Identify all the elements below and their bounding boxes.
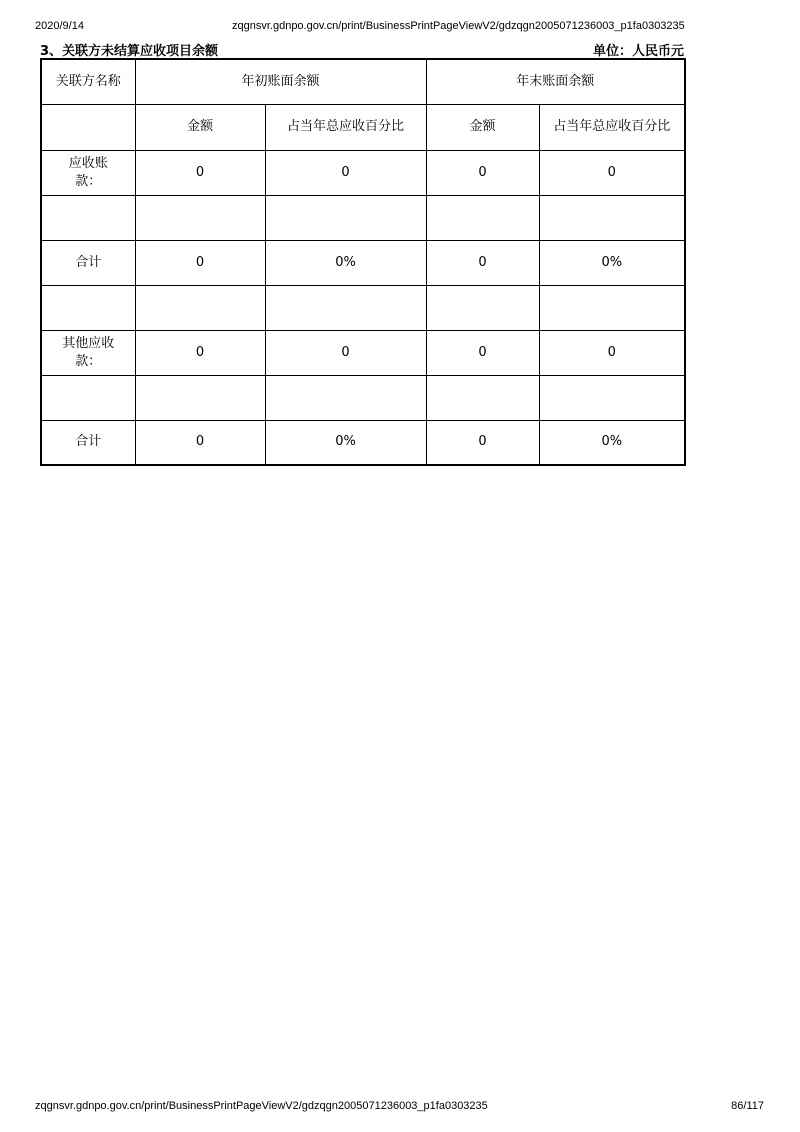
header-url: zqgnsvr.gdnpo.gov.cn/print/BusinessPrintPageViewV2/gdzqgn2005071236003_p1fa0303235: [232, 20, 685, 32]
header-begin-percent: 占当年总应收百分比: [265, 104, 426, 150]
end-percent-cell: [539, 285, 685, 330]
begin-percent-cell: 0%: [265, 240, 426, 285]
table-row: [41, 150, 685, 195]
begin-percent-cell: [265, 195, 426, 240]
header-row-2: [41, 104, 685, 150]
party-name-cell: 应收账款：: [41, 150, 135, 195]
end-percent-cell: [539, 195, 685, 240]
party-name-cell: [41, 195, 135, 240]
begin-percent-cell: 0%: [265, 420, 426, 465]
table-row: [41, 240, 685, 285]
end-percent-cell: 0: [539, 330, 685, 375]
begin-amount-cell: 0: [135, 150, 265, 195]
header-date: 2020/9/14: [35, 20, 84, 32]
header-party-name: 关联方名称: [41, 59, 135, 104]
header-end-amount: 金额: [426, 104, 539, 150]
party-name-cell: [41, 285, 135, 330]
end-amount-cell: [426, 195, 539, 240]
end-percent-cell: 0%: [539, 420, 685, 465]
table-row: [41, 195, 685, 240]
end-amount-cell: 0: [426, 150, 539, 195]
footer-url: zqgnsvr.gdnpo.gov.cn/print/BusinessPrintPageViewV2/gdzqgn2005071236003_p1fa0303235: [35, 1100, 488, 1112]
begin-amount-cell: [135, 285, 265, 330]
end-percent-cell: 0%: [539, 240, 685, 285]
end-amount-cell: 0: [426, 240, 539, 285]
begin-percent-cell: [265, 285, 426, 330]
table-row: [41, 375, 685, 420]
begin-amount-cell: [135, 195, 265, 240]
begin-percent-cell: 0: [265, 330, 426, 375]
header-row-1: [41, 59, 685, 104]
end-amount-cell: 0: [426, 420, 539, 465]
party-name-cell: 合计: [41, 420, 135, 465]
begin-amount-cell: [135, 375, 265, 420]
begin-percent-cell: 0: [265, 150, 426, 195]
section-title: 3、关联方未结算应收项目余额: [40, 44, 219, 59]
table-row: [41, 285, 685, 330]
header-begin-amount: 金额: [135, 104, 265, 150]
party-name-cell: 合计: [41, 240, 135, 285]
end-amount-cell: 0: [426, 330, 539, 375]
table-row: [41, 330, 685, 375]
end-percent-cell: [539, 375, 685, 420]
footer-page-number: 86/117: [731, 1100, 764, 1112]
header-ending-balance: 年末账面余额: [426, 59, 685, 104]
party-name-cell: [41, 375, 135, 420]
table-row: [41, 420, 685, 465]
begin-amount-cell: 0: [135, 420, 265, 465]
related-party-receivables-table: [40, 58, 686, 466]
end-amount-cell: [426, 375, 539, 420]
begin-amount-cell: 0: [135, 240, 265, 285]
currency-unit: 单位：人民币元: [592, 44, 684, 59]
header-end-percent: 占当年总应收百分比: [539, 104, 685, 150]
header-beginning-balance: 年初账面余额: [135, 59, 426, 104]
end-percent-cell: 0: [539, 150, 685, 195]
begin-percent-cell: [265, 375, 426, 420]
header-empty-cell: [41, 104, 135, 150]
end-amount-cell: [426, 285, 539, 330]
party-name-cell: 其他应收款：: [41, 330, 135, 375]
begin-amount-cell: 0: [135, 330, 265, 375]
